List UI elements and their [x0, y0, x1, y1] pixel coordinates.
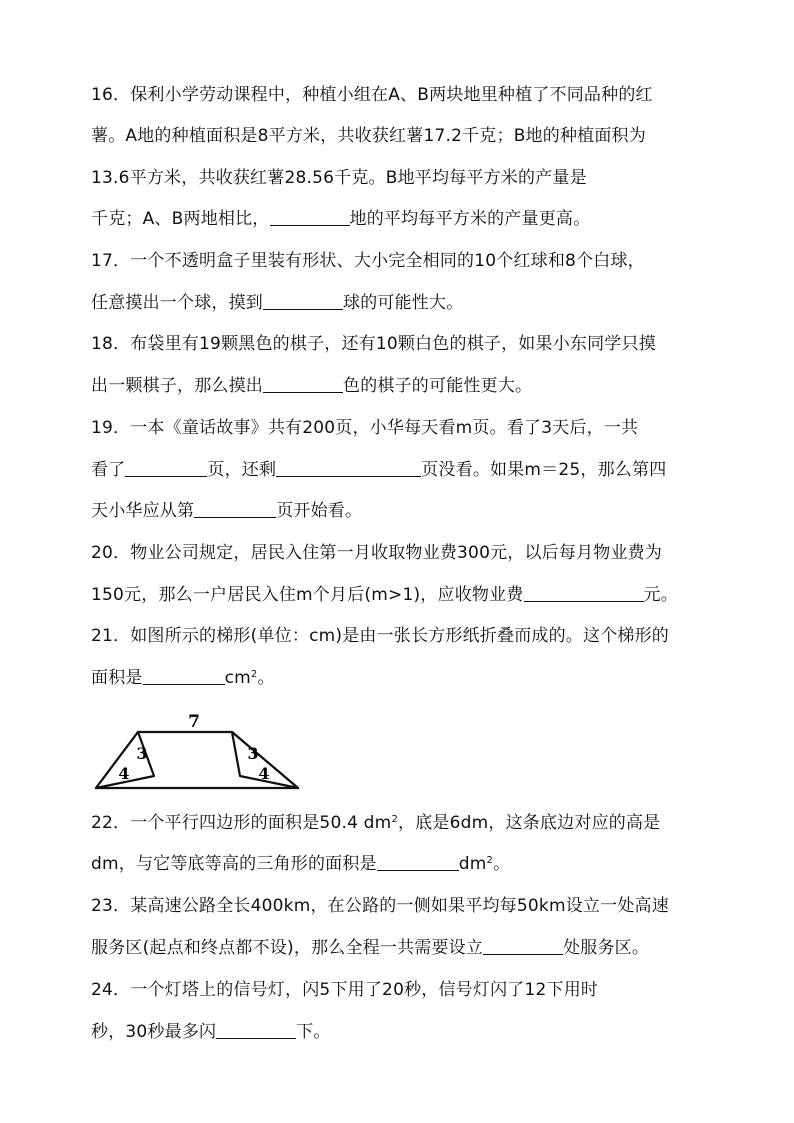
q21-answer-blank[interactable] [143, 668, 225, 685]
q19-text-2a: 看了 [91, 460, 126, 480]
q18-text-2b: 色的棋子的可能性更大。 [343, 376, 533, 396]
q24-text-2a: 秒，30秒最多闪 [91, 1022, 217, 1042]
q16-text-4b: 地的平均每平方米的产量更高。 [349, 209, 591, 229]
q20-text-2a: 150元，那么一户居民入住m个月后(m>1)，应收物业费 [91, 585, 524, 605]
q21-text-2b: cm [224, 668, 251, 688]
q19-line-2 [91, 459, 706, 481]
q23-text-2b: 处服务区。 [563, 938, 650, 958]
q20-answer-blank[interactable] [524, 585, 644, 602]
label-right-4: 4 [258, 764, 270, 783]
label-top-7: 7 [188, 712, 200, 732]
label-left-4: 4 [118, 764, 130, 783]
q21-superscript: 2 [250, 669, 258, 680]
q21-line-2 [91, 667, 706, 689]
q23-line-2 [91, 937, 706, 959]
q19-answer-blank-2[interactable] [276, 460, 421, 477]
q22-text-1b: ，底是6dm，这条底边对应的高是 [398, 813, 661, 833]
q23-answer-blank[interactable] [483, 938, 563, 955]
q16-line-3: 13.6平方米，共收获红薯28.56千克。B地平均每平方米的产量是 [91, 168, 587, 188]
q23-text-2a: 服务区(起点和终点都不设)，那么全程一共需要设立 [91, 938, 484, 958]
q22-text-2a: dm，与它等底等高的三角形的面积是 [91, 854, 377, 874]
q23-line-1: 23．某高速公路全长400km，在公路的一侧如果平均每50km设立一处高速 [91, 896, 669, 916]
q16-answer-blank[interactable] [270, 209, 350, 226]
trapezoid-figure [90, 710, 305, 795]
q17-line-2 [91, 292, 706, 314]
q18-line-2 [91, 375, 706, 397]
q17-answer-blank[interactable] [263, 293, 343, 310]
q24-answer-blank[interactable] [216, 1022, 296, 1039]
q22-text-2b: dm [458, 854, 487, 874]
q24-line-1: 24．一个灯塔上的信号灯，闪5下用了20秒，信号灯闪了12下用时 [91, 980, 599, 1000]
q20-line-1: 20．物业公司规定，居民入住第一月收取物业费300元，以后每月物业费为 [91, 543, 663, 563]
q18-line-1: 18．布袋里有19颗黑色的棋子，还有10颗白色的棋子，如果小东同学只摸 [91, 334, 656, 354]
q19-text-3a: 天小华应从第 [91, 501, 195, 521]
q16-line-2: 薯。A地的种植面积是8平方米，共收获红薯17.2千克；B地的种植面积为 [91, 126, 646, 146]
q18-answer-blank[interactable] [263, 376, 343, 393]
label-left-3: 3 [136, 744, 148, 763]
q19-text-2c: 页没看。如果m＝25，那么第四 [421, 460, 667, 480]
q19-text-3b: 页开始看。 [276, 501, 363, 521]
q22-text-1a: 22．一个平行四边形的面积是50.4 dm [91, 813, 392, 833]
q19-answer-blank-1[interactable] [125, 460, 207, 477]
q16-line-1: 16．保利小学劳动课程中，种植小组在A、B两块地里种植了不同品种的红 [91, 85, 653, 105]
q22-text-2c: 。 [493, 854, 511, 874]
q22-line-2 [91, 853, 706, 875]
q24-text-2b: 下。 [296, 1022, 331, 1042]
label-right-3: 3 [247, 744, 259, 763]
q22-line-1 [91, 812, 706, 834]
q22-superscript-1: 2 [391, 814, 399, 825]
q19-answer-blank-3[interactable] [194, 501, 276, 518]
q22-superscript-2: 2 [486, 855, 494, 866]
q17-text-2a: 任意摸出一个球，摸到 [91, 293, 263, 313]
q21-text-2c: 。 [257, 668, 275, 688]
q21-text-2a: 面积是 [91, 668, 143, 688]
q16-text-4a: 千克；A、B两地相比， [91, 209, 270, 229]
q19-text-2b: 页，还剩 [207, 460, 277, 480]
q18-text-2a: 出一颗棋子，那么摸出 [91, 376, 263, 396]
q19-line-3 [91, 500, 706, 522]
q19-line-1: 19．一本《童话故事》共有200页，小华每天看m页。看了3天后，一共 [91, 418, 639, 438]
q16-line-4 [91, 208, 706, 230]
q17-line-1: 17．一个不透明盒子里装有形状、大小完全相同的10个红球和8个白球， [91, 251, 645, 271]
q24-line-2 [91, 1021, 706, 1043]
q21-line-1: 21．如图所示的梯形(单位：cm)是由一张长方形纸折叠而成的。这个梯形的 [91, 626, 670, 646]
q20-text-2b: 元。 [643, 585, 678, 605]
q20-line-2 [91, 584, 706, 606]
q17-text-2b: 球的可能性大。 [343, 293, 464, 313]
q22-answer-blank[interactable] [377, 854, 459, 871]
